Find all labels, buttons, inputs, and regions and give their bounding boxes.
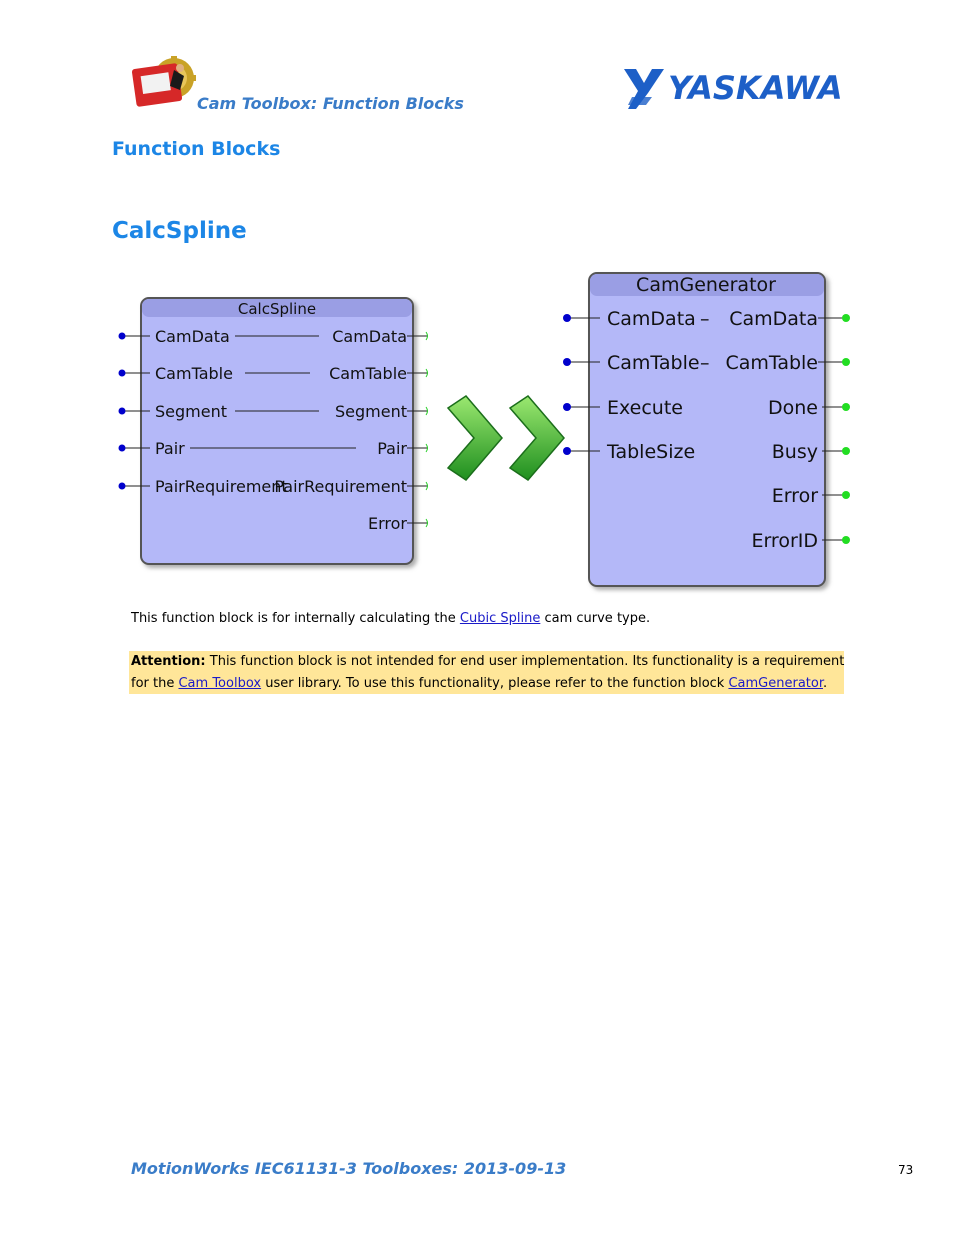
camgenerator-output-label: Done	[768, 397, 818, 419]
camgenerator-link[interactable]: CamGenerator	[728, 676, 823, 691]
calcspline-output-label: CamData	[332, 327, 407, 346]
camgenerator-output-label: ErrorID	[751, 530, 818, 552]
calcspline-block	[119, 298, 429, 564]
camgenerator-input-label: CamTable	[607, 352, 700, 374]
attention-line-1	[131, 651, 844, 673]
double-chevron-arrow-icon	[448, 396, 564, 480]
camgenerator-output-errorid	[751, 530, 850, 552]
function-block-diagram	[100, 262, 860, 598]
camgenerator-output-busy	[772, 441, 850, 463]
description-paragraph	[131, 611, 650, 626]
calcspline-output-label: CamTable	[329, 364, 407, 383]
calcspline-title: CalcSpline	[237, 300, 317, 318]
attention-text: for the	[131, 676, 179, 691]
inout-marker: –	[700, 308, 710, 330]
camgenerator-output-label: CamTable	[725, 352, 818, 374]
attention-text: user library. To use this functionality, please refer to the function block	[261, 676, 729, 691]
cam-toolbox-link[interactable]: Cam Toolbox	[178, 676, 262, 691]
calcspline-output-pairrequirement	[274, 477, 428, 496]
calcspline-input-label: Segment	[155, 402, 227, 421]
block-heading: CalcSpline	[112, 218, 247, 244]
header-title: Cam Toolbox: Function Blocks	[197, 94, 464, 113]
attention-line-2	[131, 673, 844, 695]
camgenerator-output-done	[768, 397, 850, 419]
calcspline-output-error	[368, 514, 428, 533]
description-text: This function block is for internally calculating the	[131, 611, 460, 626]
calcspline-input-label: CamData	[155, 327, 230, 346]
cubic-spline-link[interactable]: Cubic Spline	[459, 611, 541, 626]
camgenerator-output-label: Busy	[771, 441, 818, 463]
page-number: 73	[898, 1163, 914, 1177]
attention-text: .	[822, 676, 828, 691]
camgenerator-input-label: CamData	[607, 308, 696, 330]
camgenerator-title: CamGenerator	[636, 274, 776, 296]
footer-title: MotionWorks IEC61131-3 Toolboxes: 2013-09-13	[131, 1159, 567, 1178]
attention-text: This function block is not intended for end user implementation. Its functionality is a requirement	[205, 654, 845, 669]
camgenerator-input-execute	[563, 397, 683, 419]
calcspline-output-segment	[335, 402, 428, 421]
calcspline-output-pair	[377, 439, 428, 458]
camgenerator-input-camtable	[563, 352, 710, 374]
camgenerator-output-camtable	[725, 352, 850, 374]
inout-marker: –	[700, 352, 710, 374]
calcspline-input-label: PairRequirement	[155, 477, 288, 496]
camgenerator-input-tablesize	[563, 441, 695, 463]
calcspline-output-label: PairRequirement	[274, 477, 407, 496]
description-text-end: cam curve type.	[540, 611, 651, 626]
calcspline-input-label: CamTable	[155, 364, 233, 383]
camgenerator-output-label: Error	[771, 485, 818, 507]
calcspline-output-label: Segment	[335, 402, 407, 421]
calcspline-input-label: Pair	[155, 439, 185, 458]
yaskawa-logo-icon	[622, 67, 844, 111]
camgenerator-output-camdata	[729, 308, 850, 330]
camgenerator-input-camdata	[563, 308, 710, 330]
camgenerator-output-label: CamData	[729, 308, 818, 330]
attention-label: Attention:	[131, 654, 206, 669]
camgenerator-input-label: TableSize	[607, 441, 696, 463]
brand-name: YASKAWA	[668, 69, 843, 107]
calcspline-output-label: Error	[368, 514, 407, 533]
camgenerator-output-error	[772, 485, 850, 507]
camgenerator-block	[563, 273, 850, 586]
section-heading: Function Blocks	[112, 138, 281, 160]
cam-toolbox-logo-icon	[130, 56, 198, 110]
attention-note	[129, 651, 844, 694]
calcspline-output-label: Pair	[377, 439, 407, 458]
camgenerator-input-label: Execute	[607, 397, 683, 419]
